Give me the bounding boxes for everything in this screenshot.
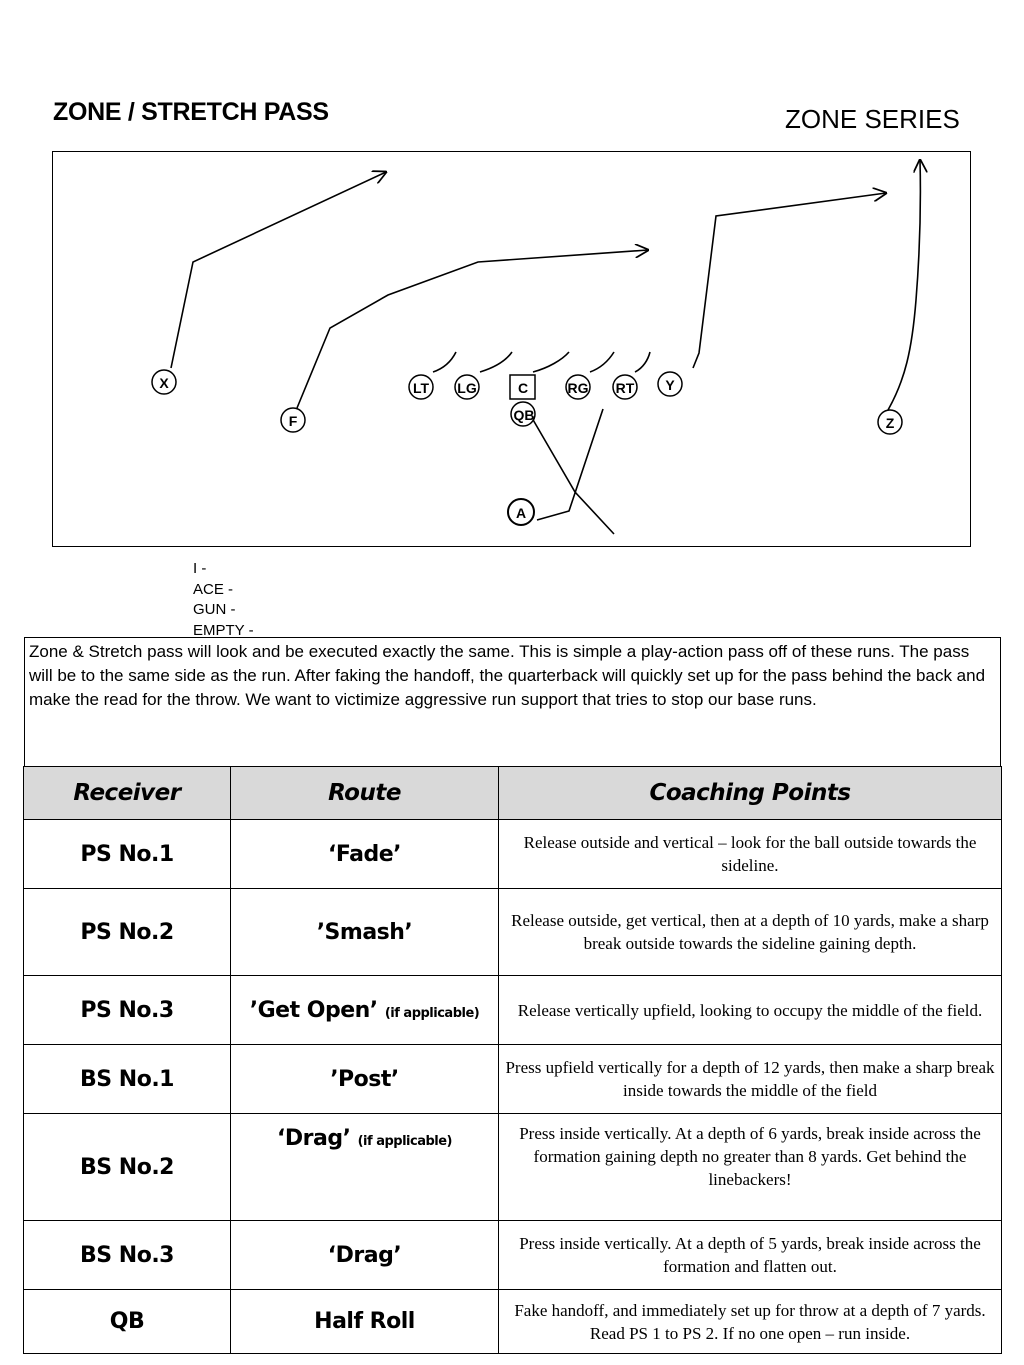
- series-title: ZONE SERIES: [785, 104, 960, 134]
- svg-text:QB: QB: [513, 407, 535, 423]
- player-a: [508, 499, 534, 525]
- formation-list: [193, 559, 254, 641]
- route-name: ’Get Open’: [249, 997, 378, 1023]
- svg-text:F: F: [288, 413, 298, 429]
- player-y: [658, 372, 682, 396]
- play-diagram: [0, 0, 1024, 560]
- route-name: Half Roll: [314, 1309, 415, 1334]
- svg-text:RT: RT: [615, 380, 635, 396]
- route-qb: [532, 418, 614, 534]
- table-row: [24, 1290, 1002, 1354]
- receiver-cell: BS No.3: [24, 1221, 231, 1290]
- player-z: [878, 410, 902, 434]
- table-row: [24, 1221, 1002, 1290]
- player-x: [152, 370, 176, 394]
- formation-item: ACE -: [193, 580, 234, 598]
- player-lt: [409, 375, 433, 399]
- block-lt: [433, 352, 456, 372]
- coaching-points-cell: Release outside and vertical – look for the ball outside towards the sideline.: [499, 820, 1002, 889]
- receiver-cell: PS No.3: [24, 976, 231, 1045]
- route-cell: [231, 1045, 499, 1114]
- player-rt: [613, 375, 637, 399]
- route-cell: [231, 889, 499, 976]
- block-rt: [635, 352, 650, 372]
- table-row: [24, 1045, 1002, 1114]
- player-qb: [511, 402, 535, 426]
- header-receiver: Receiver: [24, 767, 231, 820]
- player-rg: [566, 375, 590, 399]
- route-name: ’Post’: [330, 1066, 399, 1092]
- route-a: [537, 409, 603, 520]
- receiver-cell: BS No.2: [24, 1114, 231, 1221]
- header-route: Route: [231, 767, 499, 820]
- svg-text:Y: Y: [665, 377, 675, 393]
- table-row: [24, 976, 1002, 1045]
- route-x: [171, 172, 386, 368]
- receiver-cell: QB: [24, 1290, 231, 1354]
- route-name: ‘Drag’: [277, 1126, 351, 1151]
- coaching-points-cell: Release vertically upfield, looking to occupy the middle of the field.: [499, 976, 1002, 1045]
- svg-text:RG: RG: [567, 380, 589, 396]
- player-c: [510, 375, 535, 399]
- route-note: (if applicable): [384, 1005, 480, 1021]
- route-cell: [231, 976, 499, 1045]
- receiver-cell: PS No.1: [24, 820, 231, 889]
- formation-item: I -: [193, 560, 207, 577]
- coaching-points-cell: Press inside vertically. At a depth of 5 yards, break inside across the formation and flatten out.: [499, 1221, 1002, 1290]
- svg-text:Z: Z: [885, 415, 895, 431]
- svg-text:C: C: [517, 380, 529, 396]
- route-z: [888, 160, 920, 410]
- svg-text:LG: LG: [457, 380, 477, 396]
- route-y: [693, 193, 886, 368]
- svg-text:X: X: [159, 375, 169, 391]
- table-row: [24, 889, 1002, 976]
- player-lg: [455, 375, 479, 399]
- route-note: (if applicable): [357, 1134, 452, 1149]
- svg-text:LT: LT: [412, 380, 430, 396]
- routes-table: [23, 766, 1002, 1354]
- table-header-row: [24, 767, 1002, 820]
- player-f: [281, 408, 305, 432]
- route-cell: [231, 1221, 499, 1290]
- formation-item: EMPTY -: [193, 621, 254, 639]
- header-coaching-points: Coaching Points: [499, 767, 1002, 820]
- receiver-cell: BS No.1: [24, 1045, 231, 1114]
- route-cell: [231, 820, 499, 889]
- route-name: ‘Fade’: [328, 841, 401, 867]
- block-rg: [590, 352, 614, 372]
- coaching-points-cell: Press upfield vertically for a depth of 12 yards, then make a sharp break inside towards the middle of the field: [499, 1045, 1002, 1114]
- route-name: ’Smash’: [316, 919, 413, 945]
- table-row: [24, 820, 1002, 889]
- svg-text:A: A: [515, 505, 527, 521]
- table-row: [24, 1114, 1002, 1221]
- play-description: Zone & Stretch pass will look and be executed exactly the same. This is simple a play-action pass off of these runs. The pass will be to the same side as the run. After faking the handoff, the quarterback will quickly set up for the pass behind the back and make the read for the throw. We want to victimize aggressive run support that tries to stop our base runs.: [24, 637, 1001, 767]
- coaching-points-cell: Fake handoff, and immediately set up for throw at a depth of 7 yards. Read PS 1 to PS 2. If no one open – run inside.: [499, 1290, 1002, 1354]
- coaching-points-cell: Release outside, get vertical, then at a depth of 10 yards, make a sharp break outside towards the sideline gaining depth.: [499, 889, 1002, 976]
- block-c: [533, 352, 569, 372]
- route-cell: [231, 1114, 499, 1221]
- route-name: ‘Drag’: [327, 1242, 402, 1268]
- play-title: ZONE / STRETCH PASS: [53, 98, 329, 126]
- formation-item: GUN -: [193, 601, 236, 618]
- coaching-points-cell: Press inside vertically. At a depth of 6 yards, break inside across the formation gaining depth no greater than 8 yards. Get behind the linebackers!: [499, 1114, 1002, 1221]
- receiver-cell: PS No.2: [24, 889, 231, 976]
- block-lg: [480, 352, 512, 372]
- route-cell: [231, 1290, 499, 1354]
